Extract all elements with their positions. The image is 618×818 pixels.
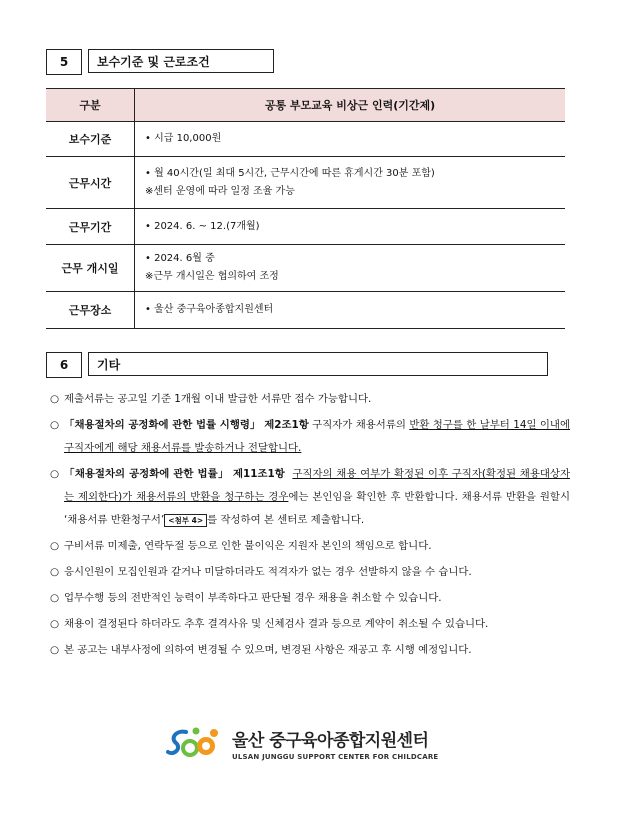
list-item bbox=[50, 639, 570, 662]
row-label: 근무시간 bbox=[46, 157, 135, 209]
circle-bullet-icon: ○ bbox=[50, 618, 60, 630]
attachment-tag: <첨부 4> bbox=[164, 514, 207, 527]
table-row bbox=[46, 209, 565, 245]
org-name bbox=[232, 726, 438, 761]
law-reference: 「채용절차의 공정화에 관한 법률」 제11조1항 bbox=[64, 468, 285, 480]
note-text: 업무수행 등의 전반적인 능력이 부족하다고 판단될 경우 채용을 취소할 수 있습니다. bbox=[64, 592, 442, 604]
row-value bbox=[135, 292, 566, 329]
law-reference: 「채용절차의 공정화에 관한 법률 시행령」 제2조1항 bbox=[64, 419, 309, 431]
section-number: 6 bbox=[46, 352, 82, 378]
table-row bbox=[46, 245, 565, 292]
note-fragment: 구직자가 채용서류의 bbox=[308, 419, 410, 431]
circle-bullet-icon: ○ bbox=[50, 468, 60, 480]
value-line: • 울산 중구육아종합지원센터 bbox=[145, 304, 274, 315]
list-item bbox=[50, 561, 570, 584]
header-staff-type: 공통 부모교육 비상근 인력(기간제) bbox=[135, 89, 566, 122]
value-line: • 2024. 6월 중 bbox=[145, 253, 215, 264]
list-item bbox=[50, 414, 570, 460]
table-row bbox=[46, 292, 565, 329]
org-name-english: ULSAN JUNGGU SUPPORT CENTER FOR CHILDCARE bbox=[232, 752, 439, 761]
note-text: 구비서류 미제출, 연락두절 등으로 인한 불이익은 지원자 본인의 책임으로 합니다. bbox=[64, 540, 432, 552]
section-title: 보수기준 및 근로조건 bbox=[88, 49, 274, 73]
value-line: • 2024. 6. ~ 12.(7개월) bbox=[145, 220, 260, 232]
row-label: 근무기간 bbox=[46, 209, 135, 245]
note-fragment: 를 작성하여 본 센터로 제출합니다. bbox=[207, 514, 365, 526]
list-item bbox=[50, 613, 570, 636]
row-value bbox=[135, 157, 566, 209]
list-item bbox=[50, 587, 570, 610]
row-label: 근무장소 bbox=[46, 292, 135, 329]
row-value bbox=[135, 122, 566, 157]
org-name-korean: 울산 중구육아종합지원센터 bbox=[232, 730, 429, 751]
work-conditions-table bbox=[46, 88, 565, 329]
circle-bullet-icon: ○ bbox=[50, 592, 60, 604]
note-text: 채용이 결정된다 하더라도 추후 결격사유 및 신체검사 결과 등으로 계약이 취소될 수 있습니다. bbox=[64, 618, 489, 630]
list-item bbox=[50, 388, 570, 411]
circle-bullet-icon: ○ bbox=[50, 644, 60, 656]
note-text: 응시인원이 모집인원과 같거나 미달하더라도 적격자가 없는 경우 선발하지 않을 수 습니다. bbox=[64, 566, 472, 578]
center-logo-icon bbox=[166, 724, 224, 762]
row-label: 근무 개시일 bbox=[46, 245, 135, 292]
note-text bbox=[64, 414, 570, 460]
row-value bbox=[135, 245, 566, 292]
circle-bullet-icon: ○ bbox=[50, 419, 60, 431]
note-fragment: 에는 본인임을 확인한 후 반환합니다. 채용서류 반환을 원할시 ‘채용서류 반환청구서’ bbox=[64, 491, 570, 526]
underlined-text: 반환 청구를 한 날부터 14일 이내에 구직자에게 해당 채용서류를 발송하거나 전달합니다. bbox=[64, 419, 570, 454]
circle-bullet-icon: ○ bbox=[50, 540, 60, 552]
value-line: • 시급 10,000원 bbox=[145, 133, 222, 144]
note-text: 제출서류는 공고일 기준 1개월 이내 발급한 서류만 접수 가능합니다. bbox=[64, 393, 372, 405]
value-note: ※근무 개시일은 협의하여 조정 bbox=[145, 271, 279, 282]
table-row bbox=[46, 122, 565, 157]
header-category: 구분 bbox=[46, 89, 135, 122]
section-title: 기타 bbox=[88, 352, 548, 376]
note-text bbox=[64, 463, 570, 532]
section-number: 5 bbox=[46, 49, 82, 75]
list-item bbox=[50, 535, 570, 558]
value-line: • 월 40시간(일 최대 5시간, 근무시간에 따른 휴게시간 30분 포함) bbox=[145, 167, 435, 179]
circle-bullet-icon: ○ bbox=[50, 566, 60, 578]
footer-logo bbox=[166, 724, 438, 762]
table-row bbox=[46, 157, 565, 209]
section-6-heading bbox=[46, 352, 548, 378]
section-5-heading bbox=[46, 49, 274, 75]
note-text: 본 공고는 내부사정에 의하여 변경될 수 있으며, 변경된 사항은 재공고 후 시행 예정입니다. bbox=[64, 644, 472, 656]
table-header-row bbox=[46, 89, 565, 122]
list-item bbox=[50, 463, 570, 532]
row-value bbox=[135, 209, 566, 245]
notes-list bbox=[50, 388, 570, 665]
row-label: 보수기준 bbox=[46, 122, 135, 157]
value-note: ※센터 운영에 따라 일정 조율 가능 bbox=[145, 185, 295, 197]
underlined-text: 구직자의 채용 여부가 확정된 이후 구직자(확정된 채용대상자는 제외한다)가 채용서류의 반환을 청구하는 경우 bbox=[64, 468, 570, 503]
circle-bullet-icon: ○ bbox=[50, 393, 60, 405]
